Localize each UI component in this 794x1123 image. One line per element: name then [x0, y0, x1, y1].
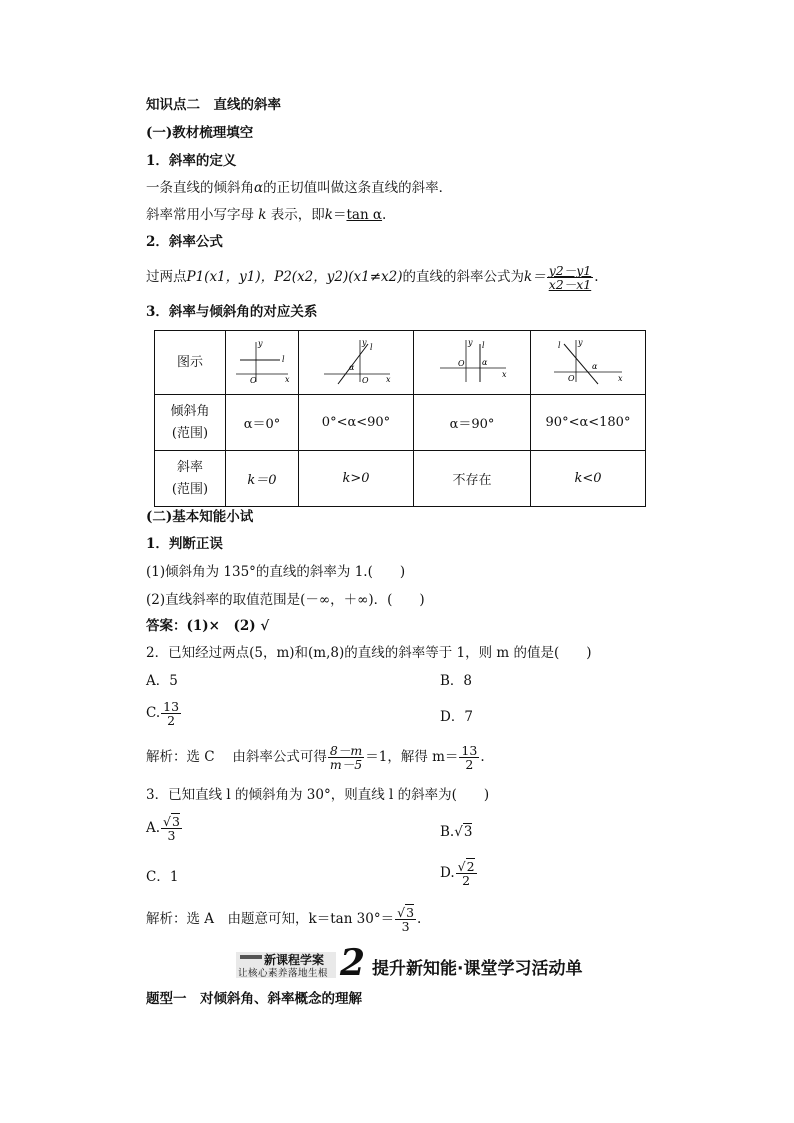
q3-option-b: B.√3 [440, 824, 473, 840]
svg-text:O: O [458, 358, 465, 368]
section-banner [236, 942, 616, 984]
svg-text:y: y [362, 337, 367, 347]
cell-angle-3: α＝90° [414, 395, 531, 451]
q2-option-c: C. $\frac{13}{2}$ [146, 699, 180, 728]
q3-option-d: D. $\frac{√2}{2}$ [440, 859, 475, 888]
cell-angle-1: α＝0° [226, 395, 299, 451]
cell-angle-header: 倾斜角 (范围) [155, 395, 226, 451]
svg-text:l: l [482, 340, 485, 350]
svg-text:α: α [482, 357, 488, 367]
banner-number: 2 [340, 942, 366, 984]
heading-slope-formula: 2．斜率公式 [146, 234, 223, 250]
part1-heading: (一)教材梳理填空 [146, 125, 254, 141]
q3-option-a: A. $\frac{√3}{3}$ [146, 814, 180, 843]
banner-bar-decoration [240, 955, 262, 959]
svg-text:l: l [370, 342, 373, 352]
q3-solution-fraction: $\frac{√3}{3}$ [397, 905, 415, 934]
svg-text:α: α [349, 362, 355, 372]
svg-text:y: y [578, 337, 583, 347]
banner-title: 提升新知能·课堂学习活动单 [372, 959, 583, 979]
slope-formula-fraction: $\frac{y2-y1}{x2-x1}$ [548, 263, 592, 292]
cell-slope-1: k＝0 [226, 451, 299, 507]
type-1-heading: 题型一 对倾斜角、斜率概念的理解 [146, 991, 362, 1007]
slope-angle-table [154, 330, 646, 507]
section-title: 知识点二 直线的斜率 [146, 97, 281, 113]
slope-definition-line: 一条直线的倾斜角α的正切值叫做这条直线的斜率． [146, 180, 453, 196]
graph-positive-slope-icon [316, 336, 396, 386]
heading-slope-definition: 1．斜率的定义 [146, 153, 237, 169]
svg-text:x: x [285, 374, 290, 384]
cell-figure-header: 图示 [155, 331, 226, 395]
figure-alpha-right [414, 331, 531, 395]
question-1-answer: 答案：(1)× (2) √ [146, 618, 270, 634]
cell-slope-3: 不存在 [414, 451, 531, 507]
question-1-title: 1．判断正误 [146, 536, 223, 552]
q2-solution: 解析：选 C 由斜率公式可得 $\frac{8-m}{m-5}$ ＝1，解得 m＝ $\frac{13}{2}$ . [146, 743, 485, 772]
svg-text:x: x [618, 373, 623, 383]
svg-text:O: O [250, 375, 257, 385]
table-row-angles [155, 395, 646, 451]
graph-vertical-line-icon [432, 336, 512, 386]
table-row-slopes [155, 451, 646, 507]
cell-slope-header: 斜率 (范围) [155, 451, 226, 507]
banner-label-line2: 让核心素养落地生根 [238, 968, 329, 979]
question-2-title: 2．已知经过两点(5，m)和(m,8)的直线的斜率等于 1，则 m 的值是( ) [146, 645, 592, 661]
q3-d-fraction: $\frac{√2}{2}$ [457, 859, 475, 888]
q2-option-d: D．7 [440, 709, 473, 725]
figure-alpha-zero [226, 331, 299, 395]
svg-text:y: y [468, 337, 473, 347]
blank-answer-tan: tan α [346, 207, 383, 223]
cell-slope-2: k>0 [299, 451, 414, 507]
question-1b: (2)直线斜率的取值范围是(－∞，＋∞)．( ) [146, 592, 425, 608]
q2-option-b: B．8 [440, 673, 473, 689]
q2-solution-fraction: $\frac{8-m}{m-5}$ [329, 743, 363, 772]
q3-solution: 解析：选 A 由题意可知，k＝tan 30°＝ $\frac{√3}{3}$ . [146, 905, 422, 934]
svg-text:y: y [258, 338, 263, 348]
svg-text:O: O [362, 375, 369, 385]
q2-c-fraction: $\frac{13}{2}$ [163, 699, 180, 728]
cell-angle-4: 90°<α<180° [531, 395, 646, 451]
q3-a-fraction: $\frac{√3}{3}$ [163, 814, 180, 843]
svg-text:O: O [568, 373, 575, 383]
table-row-figures [155, 331, 646, 395]
figure-alpha-acute [299, 331, 414, 395]
svg-text:x: x [502, 369, 507, 379]
banner-label-line1: 新课程学案 [264, 953, 325, 967]
cell-angle-2: 0°<α<90° [299, 395, 414, 451]
slope-formula-line: 过两点P1(x1，y1)，P2(x2，y2)(x1≠x2)的直线的斜率公式为k＝ $\frac{y2-y1}{x2-x1}$ . [146, 263, 599, 292]
svg-text:x: x [386, 374, 391, 384]
part2-heading: (二)基本知能小试 [146, 509, 254, 525]
question-1a: (1)倾斜角为 135°的直线的斜率为 1.( ) [146, 564, 406, 580]
q2-result-fraction: $\frac{13}{2}$ [461, 743, 478, 772]
graph-horizontal-line-icon [230, 336, 294, 386]
svg-text:l: l [558, 340, 561, 350]
slope-notation-line: 斜率常用小写字母 k 表示，即k＝tan α. [146, 207, 387, 223]
svg-text:α: α [592, 361, 598, 371]
q3-option-c: C．1 [146, 869, 179, 885]
q2-option-a: A．5 [146, 673, 178, 689]
graph-negative-slope-icon [548, 336, 628, 386]
svg-text:l: l [282, 354, 285, 364]
question-3-title: 3．已知直线 l 的倾斜角为 30°，则直线 l 的斜率为( ) [146, 787, 490, 803]
heading-slope-angle-relation: 3．斜率与倾斜角的对应关系 [146, 304, 318, 320]
cell-slope-4: k<0 [531, 451, 646, 507]
figure-alpha-obtuse [531, 331, 646, 395]
